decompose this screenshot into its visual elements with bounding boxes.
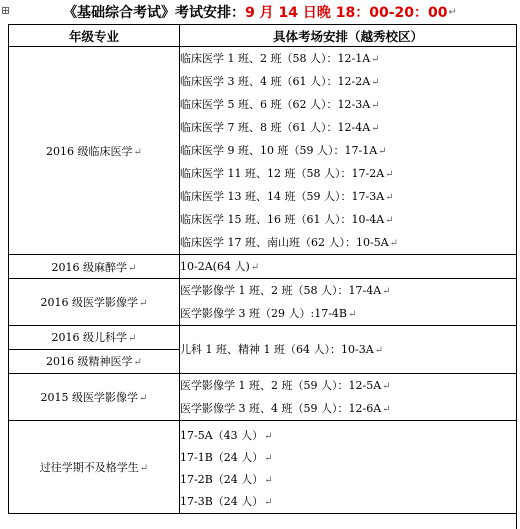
- grade-label: 2016 级儿科学↵: [9, 326, 179, 350]
- room-line: 10-2A(64 人)↵: [180, 260, 260, 273]
- title-prefix: 《基础综合考试》考试安排：: [63, 5, 246, 21]
- grade-label: 2016 级临床医学: [46, 144, 133, 158]
- table-row: [9, 326, 517, 374]
- header-detail: 具体考场安排（越秀校区）: [180, 25, 517, 47]
- detail-cell: [180, 326, 517, 374]
- grade-cell: 过往学期不及格学生↵: [9, 421, 180, 514]
- room-line: 临床医学 1 班、2 班（58 人）：12-1A↵: [180, 52, 380, 65]
- room-line: 临床医学 13 班、14 班（59 人）：17-3A↵: [180, 190, 394, 203]
- header-grade: 年级专业: [9, 25, 180, 47]
- grade-cell: [9, 47, 180, 255]
- paragraph-mark-icon: ↵: [448, 6, 457, 18]
- room-line: 医学影像学 1 班、2 班（59 人）：12-5A↵: [180, 379, 391, 392]
- grade-label: 2016 级医学影像学: [40, 296, 139, 309]
- detail-cell: [180, 374, 517, 421]
- grade-cell: 2016 级医学影像学↵: [9, 279, 180, 326]
- table-row: [9, 374, 517, 421]
- room-line: 临床医学 11 班、12 班（58 人）：17-2A↵: [180, 167, 394, 180]
- exam-schedule-table: [8, 24, 517, 514]
- room-line: 17-3B（24 人）↵: [180, 495, 273, 508]
- room-line: 临床医学 3 班、4 班（61 人）：12-2A↵: [180, 75, 380, 88]
- room-line: 临床医学 5 班、6 班（62 人）：12-3A↵: [180, 98, 380, 111]
- detail-cell: [180, 421, 517, 514]
- detail-cell: [180, 255, 517, 279]
- room-line: 临床医学 17 班、南山班（62 人）：10-5A↵: [180, 236, 399, 249]
- room-line: 临床医学 9 班、10 班（59 人）：17-1A↵: [180, 144, 387, 157]
- detail-cell: [180, 279, 517, 326]
- room-line: 儿科 1 班、精神 1 班（64 人）：10-3A↵: [180, 343, 384, 356]
- grade-cell: 2016 级麻醉学↵: [9, 255, 180, 279]
- room-line: 医学影像学 3 班（29 人）:17-4B↵: [180, 307, 357, 320]
- grade-cell-split: [9, 326, 180, 374]
- grade-label: 过往学期不及格学生: [39, 461, 139, 474]
- paragraph-mark-icon: ↵: [133, 146, 142, 158]
- grade-cell: 2015 级医学影像学↵: [9, 374, 180, 421]
- grade-label: 2016 级麻醉学: [51, 260, 128, 274]
- table-row: [9, 279, 517, 326]
- room-line: 17-1B（24 人）↵: [180, 451, 273, 464]
- room-line: 临床医学 7 班、8 班（61 人）：12-4A↵: [180, 121, 380, 134]
- title-time: 9 月 14 日晚 18：00-20：00: [245, 5, 448, 21]
- page-title: [0, 0, 520, 24]
- table-row: [9, 421, 517, 514]
- grade-label: 2016 级精神医学↵: [46, 355, 142, 368]
- table-row: [9, 47, 517, 255]
- room-line: 医学影像学 3 班、4 班（59 人）：12-6A↵: [180, 402, 391, 415]
- detail-cell: [180, 47, 517, 255]
- table-header-row: [9, 25, 517, 47]
- room-line: 17-5A（43 人）↵: [180, 429, 273, 442]
- grade-label: 2015 级医学影像学: [40, 391, 139, 404]
- room-line: 临床医学 15 班、16 班（61 人）：10-4A↵: [180, 213, 394, 226]
- room-line: 17-2B（24 人）↵: [180, 473, 273, 486]
- anchor-cross-icon: ⊞: [1, 4, 11, 17]
- room-line: 医学影像学 1 班、2 班（58 人）：17-4A↵: [180, 284, 391, 297]
- table-row: [9, 255, 517, 279]
